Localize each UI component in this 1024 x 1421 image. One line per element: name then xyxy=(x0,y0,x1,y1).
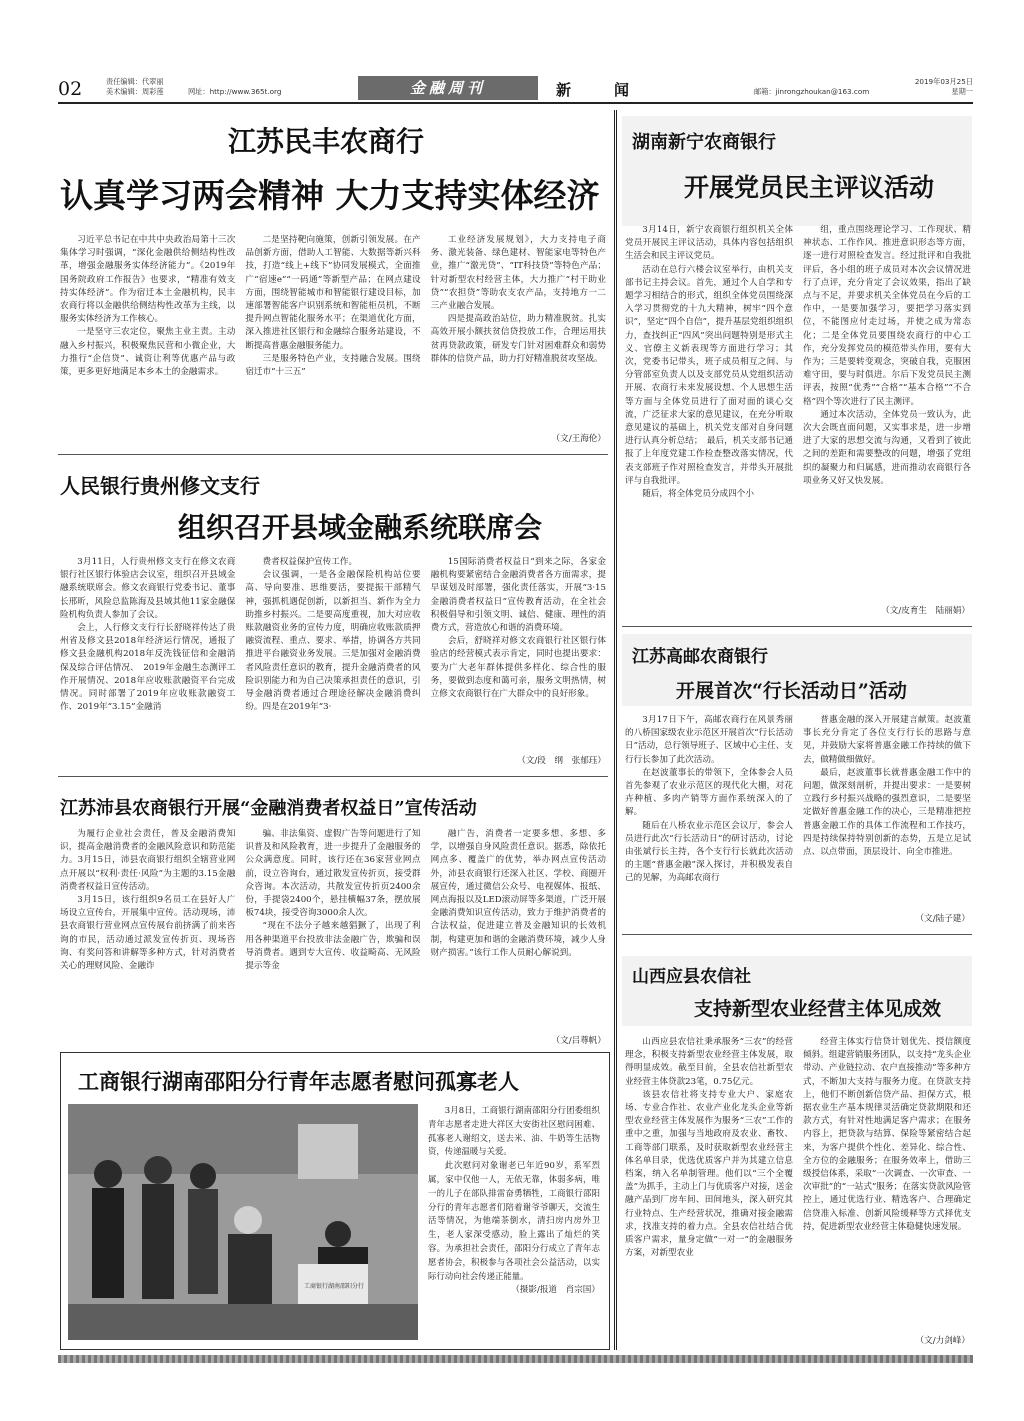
article-separator xyxy=(58,776,608,777)
column-divider xyxy=(614,110,615,1350)
paragraph: 3月14日，新宁农商银行组织机关全体党员开展民主评议活动，具体内容包括组织生活会和民主评议党员。 xyxy=(625,225,793,262)
article-separator xyxy=(58,454,608,455)
article3-headline: 组织召开县域金融系统联席会 xyxy=(178,511,543,544)
article6-col2 xyxy=(803,714,971,910)
volunteer-photo xyxy=(68,1104,418,1340)
paragraph: 会议强调，一是各金融保险机构站位要高、导向要准、思维要活，要提振干部精气神，强抓机遇促创新，以新担当、新作为全力助推乡村振兴。二是要高度重视，加大对应收账款融资业务的宣传力度，明确应收账款质押融资流程、重点、要求、举措，协调各方共同推进平台融资业务发展。三是加强对金融消费者风险责任意识的教育，提升金融消费者的风险识别能力和为自己决策承担责任的意识，引导金融消费者通过合理途径解决金融消费纠纷。四是在2019年“3· xyxy=(245,570,421,713)
article7-body xyxy=(625,1036,971,1336)
email-text: 邮箱：jinrongzhoukan@163.com xyxy=(754,87,870,96)
editor-line: 责任编辑：代翠丽 xyxy=(106,77,164,86)
article-separator xyxy=(622,934,972,935)
art-editor-line: 美术编辑：周彩莲 xyxy=(106,86,164,96)
column-divider xyxy=(616,110,617,1350)
paragraph: “现在不法分子越来越猖獗了，出现了利用各种渠道平台投放非法金融广告，欺骗和误导消费者。遇到专大宣传、收益畸高、无风险提示等金 xyxy=(245,921,421,972)
article5-byline: （摄影/报道 肖宗国） xyxy=(511,1285,600,1296)
paragraph: 一是坚守三农定位，聚焦主业主责。主动融入乡村振兴，积极聚焦民营和小微企业，大力推行“企信贷”、诚资让利等优惠产品与政策，更多更好地满足本乡本土的金融需求。 xyxy=(60,327,236,378)
article6-headline: 开展首次“行长活动日”活动 xyxy=(676,680,907,702)
header-rule xyxy=(58,102,973,104)
paragraph: 组，重点围绕理论学习、工作现状、精神状态、工作作风、推进意识形态等方面，逐一进行对照检查发言。经过批评和自我批评后，各小组的班子成员对本次会议情况进行了点评，充分肯定了会议效果，指出了缺点与不足，并要求机关全体党员在今后的工作中，一是要加强学习，要把学习落实到位，不能图应付走过场，并使之成为常态化；二是全体党员要围绕农商行的中心工作，充分发挥党员的模范带头作用，要有大作为；三是要转变观念，突破自我，克服困难守田，要与时俱进。尔后下发党员民主测评表，按照“优秀”“合格”“基本合格”“不合格”四个等次进行了民主测评。 xyxy=(803,225,971,407)
article3-col3 xyxy=(431,556,606,752)
paragraph: 山西应县农信社秉承服务“三农”的经营理念，积极支持新型农业经营主体发展，取得明显成效。截至目前，全县农信社新型农业经营主体贷款23笔，0.75亿元。 xyxy=(625,1037,793,1087)
paragraph: 三是服务特色产业，支持融合发展。围绕宿迁市“十三五” xyxy=(245,353,421,378)
paragraph: 3月17日下午，高邮农商行在风景秀丽的八桥国家级农业示范区开展首次“行长活动日”活动，总行领导班子、区域中心主任、支行行长参加了此次活动。 xyxy=(625,715,793,765)
paragraph: 活动在总行六楼会议室举行，由机关支部书记主持会议。首先，通过个人自学和专题学习相结合的形式，组织全体党员围绕深入学习贯彻党的十九大精神，树牢“四个意识”，坚定“四个自信”，提升基层党组织组织力，查找纠正“四风”突出问题特别是形式主义、官僚主义新表现等方面进行学习；其次，党委书记带头，班子成员相互之间、与分管部室负责人以及支部党员从党组织活动开展、农商行未来发展设想、个人思想生活等方面与全体党员进行了面对面的谈心交流，广泛征求大家的意见建议，在充分听取意见建议的基础上，机关党支部对自身问题进行认真分析总结； 最后，机关支部书记通报了上年度党建工作检查整改落实情况，代表支部班子作对照检查发言，并带头开展批评与自我批评。 xyxy=(625,264,793,486)
article4-headline: 江苏沛县农商银行开展“金融消费者权益日”宣传活动 xyxy=(60,798,477,819)
article7-col2 xyxy=(803,1036,971,1336)
article1-byline: （文/王海伦） xyxy=(551,434,606,444)
article3-byline: （文/段 纲 张郁珏） xyxy=(517,756,606,766)
footer-bar xyxy=(58,1355,973,1363)
paragraph: 骗、非法集资、虚假广告等问题进行了知识普及和风险教育，进一步提升了金融服务的公众满意度。同时，该行还在36家营业网点前，设立咨询台，通过散发宣传折页，接受群众咨询。本次活动，共散发宣传折页2400余份，手提袋2400个，悬挂横幅37条，摆放展板74块，接受咨询3000余人次。 xyxy=(245,829,421,919)
weekday-text: 星期一 xyxy=(951,86,973,96)
article6-body xyxy=(625,714,971,910)
paragraph: 工业经济发展规划》，大力支持电子商务、激光装备、绿色建材、智能家电等特色产业，推广“激光贷”、“IT科技贷”等特色产品；针对新型农村经营主体，大力推广“村干助业贷”“农担贷”等助农支农产品，支持地方一二三产业融合发展。 xyxy=(430,235,606,312)
article7-headline: 支持新型农业经营主体见成效 xyxy=(694,998,942,1020)
article1-kicker: 江苏民丰农商行 xyxy=(228,125,425,158)
article4-col3 xyxy=(431,828,606,1032)
article1-body xyxy=(60,234,606,434)
article3-kicker: 人民银行贵州修文支行 xyxy=(60,474,260,498)
website-text: 网址：http://www.365t.org xyxy=(188,87,282,96)
article7-col1 xyxy=(625,1036,793,1336)
paragraph: 为履行企业社会责任，普及金融消费知识，提高金融消费者的金融风险意识和防范能力。3月15日，沛县农商银行组织全辖营业网点开展以“权利·责任·风险”为主题的3.15金融消费者权益日宣传活动。 xyxy=(60,829,236,892)
article4-col1 xyxy=(60,828,235,1032)
article7-kicker: 山西应县农信社 xyxy=(632,967,751,987)
paragraph: 此次慰问对象谢老已年近90岁，系军烈属，家中仅他一人，无依无靠，体弱多病，唯一的儿子在部队排雷奋勇牺牲，工商银行邵阳分行的青年志愿者们陪着谢爷爷聊天，交流生活等情况，为他端茶倒水，清扫房内房外卫生，老人家深受感动，脸上露出了灿烂的笑容。为承担社会责任，邵阳分行成立了青年志愿者协会，积极参与各项社会公益活动，以实际行动向社会传递正能量。 xyxy=(428,1160,600,1281)
paragraph: 在赵波董事长的带领下，全体参会人员首先参观了农业示范区的现代化大棚，对花卉种植、多肉产销等方面作系统深入的了解。 xyxy=(625,767,793,818)
paragraph: 四是提高政治站位，助力精准脱贫。扎实高效开展小额扶贫信贷投放工作，合理运用扶贫再贷款政策，研发专门针对困难群众和弱势群体的信贷产品，助力打好精准脱贫攻坚战。 xyxy=(430,314,606,364)
article1-col3 xyxy=(431,234,606,434)
page-header xyxy=(58,76,973,102)
paragraph: 融广告，消费者一定要多想、多想、多学，以增强自身风险责任意识。据悉，除依托网点多、覆盖广的优势，举办网点宣传活动外，沛县农商银行还深入社区、学校、商圈开展宣传，通过微信公众号、电视媒体、报纸、网点海报以及LED滚动屏等多渠道，广泛开展金融消费知识宣传活动，致力于维护消费者的合法权益，促进建立普及金融知识的长效机制，构建更加和谐的金融消费环境，减少人身财产损害。”该行工作人员耐心解说到。 xyxy=(430,829,606,958)
photo-vest-text: 工商银行湖南邵阳分行 xyxy=(304,1283,365,1290)
editor-credits xyxy=(106,77,164,96)
article2-headline: 开展党员民主评议活动 xyxy=(684,173,935,202)
article2-col2 xyxy=(803,224,971,604)
paragraph: 会上，人行修文支行行长舒晓祥传达了贵州省及修文县2018年经济运行情况，通报了修文县金融机构2018年反洗钱征信和金融消保及综合评估情况、 2019年金融生态测评工作开展情况、2018年应收账款融资平台完成情况。同时部署了2019年应收账款融资工作、2019年“3.15”金融消 xyxy=(60,623,236,713)
paragraph: 最后，赵波董事长就普惠金融工作中的问题，做深刻剖析，并提出要求：一是要树立践行乡村振兴战略的强烈意识，二是要坚定做好普惠金融工作的决心，三是精准把控普惠金融工作的具体工作流程和工作技巧，四是持续保持特别创新的态势，五是立足试点、以点带面，顶层设计、向全市推进。 xyxy=(803,767,971,858)
article6-kicker: 江苏高邮农商银行 xyxy=(632,647,768,667)
paragraph: 随后，将全体党员分成四个小 xyxy=(642,489,754,500)
paragraph: 随后在八桥农业示范区会议厅，参会人员进行此次“行长活动日”的研讨活动，讨论由张斌行长主持，各个支行行长就此次活动的主题“普惠金融”深入探讨，并积极发表自己的见解，为高邮农商行 xyxy=(625,820,793,884)
date-text: 2019年03月25日 xyxy=(914,77,973,86)
article2-col1 xyxy=(625,224,793,604)
article3-col1 xyxy=(60,556,235,752)
article1-col1 xyxy=(60,234,235,434)
paragraph: 3月11日，人行贵州修文支行在修文农商银行社区银行体验店会议室，组织召开县域金融系统联席会。修文农商银行党委书记、董事长邢昕，风险总监陈海及县域其他11家金融保险机构负责人参加了会议。 xyxy=(60,557,236,620)
paragraph: 该县农信社将支持专业大户、家庭农场、专业合作社、农业产业化龙头企业等新型农业经营主体发展作为服务“三农”工作的重中之重，加强与当地政府及农业、畜牧、工商等部门联系，及时获取新型农业经营主体名单目录，优选优质客户并为其建立信息档案，纳入名单制管理。他们以“三个全覆盖”为抓手，主动上门与优质客户对接，送金融产品到厂房车间、田间地头，深入研究其行业特点、生产经营状况，推确对接金融需求，找准支持的着力点。全县农信社结合优质客户需求，量身定做“一对一”的金融服务方案，对新型农业 xyxy=(625,1089,793,1259)
photo-illustration xyxy=(68,1104,418,1340)
paragraph: 费者权益保护宣传工作。 xyxy=(262,557,358,567)
paragraph: 普惠金融的深入开展建言献策。赵波董事长充分肯定了各位支行行长的思路与意见，并鼓励大家将普惠金融工作持续的做下去，做精做细做好。 xyxy=(803,715,971,765)
masthead: 金融周刊 xyxy=(358,76,538,100)
paragraph: 会后，舒晓祥对修文农商银行社区银行体验店的经营模式表示肯定，同时也提出要求：要为广大老年群体提供多样化、综合性的服务，要做到态度和蔼可亲，服务文明热情，树立修文农商银行在广大群众中的良好形象。 xyxy=(430,636,606,700)
article1-headline: 认真学习两会精神 大力支持实体经济 xyxy=(60,176,600,215)
article2-byline: （文/皮育生 陆丽娟） xyxy=(881,606,970,616)
article4-col2 xyxy=(245,828,420,1032)
page-number: 02 xyxy=(58,78,83,100)
article6-byline: （文/陆子建） xyxy=(915,914,970,924)
paragraph: 3月8日，工商银行湖南邵阳分行团委组织青年志愿者走进大祥区大安街社区慰问困难、孤寡老人谢绍文，送去米、油、牛奶等生活物资，传递温暖与关爱。 xyxy=(428,1105,600,1157)
article3-body xyxy=(60,556,606,752)
paragraph: 15国际消费者权益日”到来之际，各家金融机构要紧密结合金融消费者各方面需求，提早谋划及时部署，强化责任落实，开展“3·15金融消费者权益日”宣传教育活动，在全社会积极倡导和引领文明、诚信、健康、理性的消费方式，营造放心和谐的消费环境。 xyxy=(430,557,606,634)
paragraph: 经营主体实行信贷计划优先、授信额度倾斜。组建营销服务团队，以支持“龙头企业带动、产业链拉动、农户直接推动”等多种方式，不断加大支持与服务力度。在贷款支持上，他们不断创新信贷产品、担保方式，根据农业生产基本规律灵活确定贷款期限和还款方式，有针对性地满足客户需求；在服务内容上，把贷款与结算、保险等紧密结合起来，为客户提供个性化、差异化、综合性、全方位的金融服务；在服务效率上，借助三级授信体系，采取“一次调查、一次审查、一次审批”的“一站式”服务；在落实贷款风险管控上，通过优选行业、精选客户、合理确定信贷准入标准、创新风险缓释等方式择优支持，促进新型农业经营主体稳健快速发展。 xyxy=(803,1037,971,1232)
paragraph: 二是坚持靶向施策，创新引领发展。在产品创新方面，借助人工智能、大数据等新兴科技，打造“线上+线下”协同发展模式，全面推广“宿速e”“一码通”等新型产品；在网点建设方面，围绕智能城市和智能银行建设目标，加速部署智能客户识别系统和智能柜员机，不断提升网点智能化服务水平；在渠道优化方面，深入推进社区银行和金融综合服务站建设，不断提高普惠金融服务能力。 xyxy=(245,235,421,351)
article6-col1 xyxy=(625,714,793,910)
article-separator xyxy=(622,626,972,627)
article2-kicker: 湖南新宁农商银行 xyxy=(632,132,776,153)
article1-col2 xyxy=(245,234,420,434)
paragraph: 习近平总书记在中共中央政治局第十三次集体学习时强调，“深化金融供给侧结构性改革，增强金融服务实体经济能力”。《2019年国务院政府工作报告》也要求，“精准有效支持实体经济”。作为宿迁本土金融机构，民丰农商行将以金融供给侧结构性改革为主线，以服务实体经济为工作核心。 xyxy=(60,235,236,325)
paragraph: 3月15日，该行组织9名员工在县好人广场设立宣传台，开展集中宣传。活动现场，沛县农商银行营业网点宣传展台前挤满了前来咨询的市民，活动通过派发宣传折页、现场咨询、有奖问答和讲解等多种方式，针对消费者关心的理财风险、金融诈 xyxy=(60,895,236,972)
section-name: 新 闻 xyxy=(556,81,644,99)
article4-body xyxy=(60,828,606,1032)
article2-body xyxy=(625,224,971,604)
article5-headline: 工商银行湖南邵阳分行青年志愿者慰问孤寡老人 xyxy=(78,1069,519,1094)
article5-body xyxy=(428,1104,600,1295)
article3-col2 xyxy=(245,556,420,752)
article5-col1 xyxy=(428,1104,600,1283)
issue-date xyxy=(915,77,973,96)
article4-byline: （文/吕尊帆） xyxy=(551,1036,606,1046)
article7-byline: （文/力剑峰） xyxy=(915,1336,970,1346)
paragraph: 通过本次活动，全体党员一致认为，此次大会既直面问题，又实事求是，进一步增进了大家的思想交流与沟通，又看到了彼此之间的差距和需要整改的问题，增强了党组织的凝聚力和归属感，进而推动农商银行各项业务又好又快发展。 xyxy=(803,409,971,486)
